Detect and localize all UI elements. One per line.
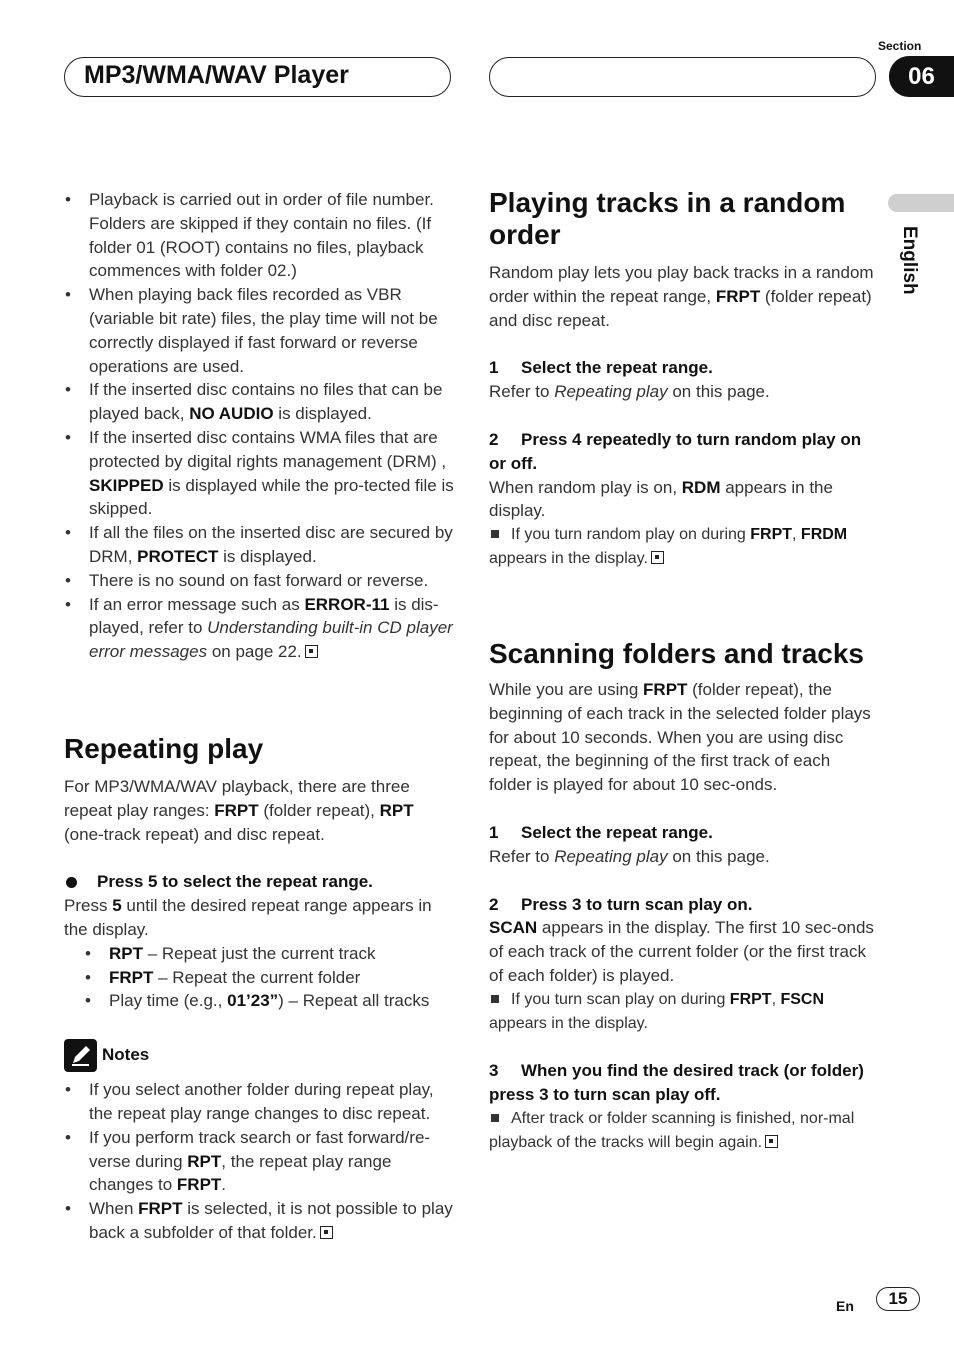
list-item: • When FRPT is selected, it is not possible to play back a subfolder of that folder.: [64, 1197, 454, 1245]
random-intro: Random play lets you play back tracks in a random order within the repeat range, FRPT (folder repeat) and disc repeat.: [489, 263, 874, 330]
header-blank-frame: [489, 57, 876, 97]
section-label: Section: [878, 39, 922, 53]
end-mark-icon: [320, 1226, 333, 1239]
left-column: [64, 188, 454, 664]
list-item: • FRPT – Repeat the current folder: [84, 966, 454, 990]
scan-step-2: 2 Press 3 to turn scan play on.: [489, 894, 753, 914]
end-mark-icon: [305, 645, 318, 658]
scan-step-1: 1 Select the repeat range.: [489, 822, 713, 842]
playback-notes-list: [64, 188, 454, 664]
list-item: • There is no sound on fast forward or reverse.: [64, 569, 454, 593]
list-item: • Playback is carried out in order of file number. Folders are skipped if they contain no files. (If folder 01 (ROOT) contains no files, playback commences with folder 02.): [64, 188, 454, 283]
random-step-2: 2 Press 4 repeatedly to turn random play on or off.: [489, 429, 862, 473]
language-tab-bar: [888, 194, 954, 212]
random-play-section: [489, 187, 874, 571]
page-title: MP3/WMA/WAV Player: [84, 61, 349, 89]
repeating-play-heading: Repeating play: [64, 733, 264, 764]
footer-language: En: [836, 1298, 854, 1314]
end-mark-icon: [651, 551, 664, 564]
list-item: • If an error message such as ERROR-11 is dis-played, refer to Understanding built-in CD player error messages on page 22.: [64, 593, 454, 664]
scan-step-2-body: SCAN appears in the display. The first 10 sec-onds of each track of the current folder (or the first track of each folder) is played.: [489, 918, 874, 985]
random-step-1: 1 Select the repeat range.: [489, 358, 713, 378]
language-tab: English: [899, 226, 920, 295]
repeating-play-intro: For MP3/WMA/WAV playback, there are three repeat play ranges: FRPT (folder repeat), RPT (one-track repeat) and disc repeat.: [64, 777, 414, 844]
repeat-options-list: [64, 942, 454, 1013]
end-mark-icon: [765, 1135, 778, 1148]
list-item: • When playing back files recorded as VBR (variable bit rate) files, the play time will not be correctly displayed if fast forward or reverse operations are used.: [64, 283, 454, 378]
list-item: • If you select another folder during repeat play, the repeat play range changes to disc repeat.: [64, 1078, 454, 1126]
notes-header: Notes: [64, 1039, 454, 1072]
list-item: • RPT – Repeat just the current track: [84, 942, 454, 966]
repeat-step: Press 5 to select the repeat range.: [64, 870, 454, 894]
note-square-icon: [491, 995, 499, 1003]
section-number: 06: [889, 56, 954, 97]
page-number: 15: [876, 1287, 920, 1311]
list-item: • Play time (e.g., 01’23”) – Repeat all tracks: [84, 989, 454, 1013]
list-item: • If the inserted disc contains no files that can be played back, NO AUDIO is displayed.: [64, 378, 454, 426]
note-square-icon: [491, 530, 499, 538]
note-square-icon: [491, 1114, 499, 1122]
random-play-heading: Playing tracks in a random order: [489, 187, 846, 250]
random-step-1-body: Refer to Repeating play on this page.: [489, 382, 770, 402]
scan-step-3-note: After track or folder scanning is finished, nor-mal playback of the tracks will begin again.: [489, 1109, 855, 1151]
scan-step-3: 3 When you find the desired track (or folder) press 3 to turn scan play off.: [489, 1061, 864, 1105]
list-item: • If the inserted disc contains WMA files that are protected by digital rights management (DRM) , SKIPPED is displayed while the pro-tected file is skipped.: [64, 426, 454, 521]
list-item: • If you perform track search or fast forward/re-verse during RPT, the repeat play range changes to FRPT.: [64, 1126, 454, 1197]
scan-intro: While you are using FRPT (folder repeat), the beginning of each track in the selected folder plays for about 10 seconds. When you are using disc repeat, the beginning of the first track of each folder is played for about 10 sec-onds.: [489, 680, 871, 795]
notes-list: [64, 1078, 454, 1245]
scan-heading: Scanning folders and tracks: [489, 638, 864, 669]
scan-section: [489, 638, 874, 1155]
bullet-dot-icon: [66, 877, 77, 888]
repeat-step-body: Press 5 until the desired repeat range appears in the display.: [64, 896, 432, 939]
list-item: • If all the files on the inserted disc are secured by DRM, PROTECT is displayed.: [64, 521, 454, 569]
scan-step-2-note: If you turn scan play on during FRPT, FSCN appears in the display.: [489, 990, 825, 1032]
random-note: If you turn random play on during FRPT, FRDM appears in the display.: [489, 526, 848, 567]
repeating-play-section: [64, 733, 454, 1245]
notes-pencil-icon: [64, 1039, 97, 1072]
scan-step-1-body: Refer to Repeating play on this page.: [489, 846, 770, 866]
random-step-2-body: When random play is on, RDM appears in the display.: [489, 477, 833, 521]
